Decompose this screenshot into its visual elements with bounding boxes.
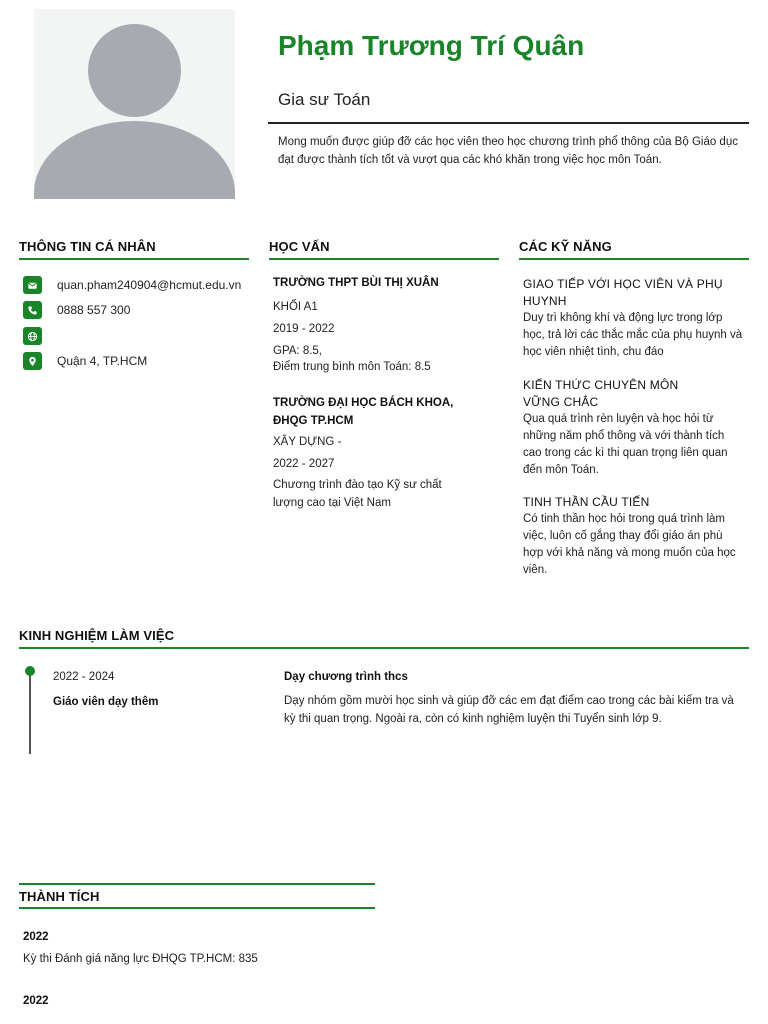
skill-item-1: [523, 276, 745, 361]
personal-info-heading: THÔNG TIN CÁ NHÂN: [19, 239, 156, 254]
contact-website-row: [23, 327, 57, 345]
contact-phone[interactable]: 0888 557 300: [57, 303, 131, 317]
skill-name: KIẾN THỨC CHUYÊN MÔN VỮNG CHẮC: [523, 378, 679, 409]
school-gpa: GPA: 8.5,: [273, 344, 323, 357]
contact-address: Quận 4, TP.HCM: [57, 354, 148, 368]
education-item-1: [273, 275, 488, 376]
experience-heading: KINH NGHIỆM LÀM VIỆC: [19, 628, 175, 643]
school-major: XÂY DỰNG -: [273, 436, 342, 448]
skill-name: GIAO TIẾP VỚI HỌC VIÊN VÀ PHỤ HUYNH: [523, 277, 723, 308]
job-title: Gia sư Toán: [278, 90, 371, 109]
achievement-year: 2022: [23, 995, 49, 1007]
globe-icon: [23, 327, 42, 345]
experience-dates: 2022 - 2024: [53, 671, 115, 683]
education-divider: [269, 258, 499, 260]
skills-heading: CÁC KỸ NĂNG: [519, 239, 612, 254]
personal-info-divider: [19, 258, 249, 260]
skill-item-2: [523, 377, 745, 479]
contact-address-row: [23, 352, 147, 370]
timeline-line: [29, 670, 31, 754]
skill-description: Qua quá trình rèn luyện và học hỏi từ những năm phổ thông và với thành tích cao trong các kì thi quan trọng liên quan đến môn Toán.: [523, 413, 728, 476]
school-major: KHỐI A1: [273, 300, 318, 313]
timeline-dot: [25, 666, 35, 676]
skills-divider: [519, 258, 749, 260]
school-detail: Chương trình đào tạo Kỹ sư chất lượng cao tại Việt Nam: [273, 479, 442, 509]
skill-description: Có tinh thần học hỏi trong quá trình làm việc, luôn cố gắng thay đổi giáo án phù hợp với khả năng và mong muốn của học viên.: [523, 513, 736, 576]
education-heading: HỌC VẤN: [269, 239, 330, 254]
achievements-divider: [19, 907, 375, 909]
experience-title: Dạy chương trình thcs: [284, 671, 408, 683]
email-icon: [23, 276, 42, 294]
phone-icon: [23, 301, 42, 319]
school-years: 2019 - 2022: [273, 322, 335, 335]
contact-email-row: [23, 276, 241, 294]
school-name: TRƯỜNG THPT BÙI THỊ XUÂN: [273, 277, 439, 289]
candidate-name: Phạm Trương Trí Quân: [278, 30, 585, 61]
achievement-text: Kỳ thi Đánh giá năng lực ĐHQG TP.HCM: 835: [23, 953, 258, 965]
avatar-body-shape: [34, 121, 235, 199]
skill-name: TINH THẦN CẦU TIẾN: [523, 495, 650, 509]
achievements-top-divider: [19, 883, 375, 885]
experience-divider: [19, 647, 749, 649]
contact-email[interactable]: quan.pham240904@hcmut.edu.vn: [57, 278, 242, 292]
header-divider: [268, 122, 749, 124]
contact-phone-row: [23, 301, 130, 319]
experience-role: Giáo viên dạy thêm: [53, 696, 159, 708]
school-name: TRƯỜNG ĐẠI HỌC BÁCH KHOA, ĐHQG TP.HCM: [273, 397, 454, 427]
avatar-head-shape: [88, 24, 181, 117]
achievement-year: 2022: [23, 931, 49, 943]
education-item-2: [273, 395, 478, 512]
school-detail: Điểm trung bình môn Toán: 8.5: [273, 360, 431, 373]
skill-item-3: [523, 494, 745, 579]
achievements-heading: THÀNH TÍCH: [19, 889, 100, 904]
career-objective: Mong muốn được giúp đỡ các học viên theo học chương trình phổ thông của Bộ Giáo dục đạt được thành tích tốt và vượt qua các khó khăn trong việc học môn Toán.: [278, 136, 738, 166]
experience-description: Dạy nhóm gồm mười học sinh và giúp đỡ các em đạt điểm cao trong các bài kiểm tra và kỳ thi quan trọng. Ngoài ra, còn có kinh nghiệm luyện thi Tuyển sinh lớp 9.: [284, 695, 734, 725]
skill-description: Duy trì không khí và động lực trong lớp học, trả lời các thắc mắc của phụ huynh và học viên nhiệt tình, chu đáo: [523, 312, 743, 358]
school-years: 2022 - 2027: [273, 458, 335, 470]
profile-avatar: [34, 9, 235, 199]
location-icon: [23, 352, 42, 370]
